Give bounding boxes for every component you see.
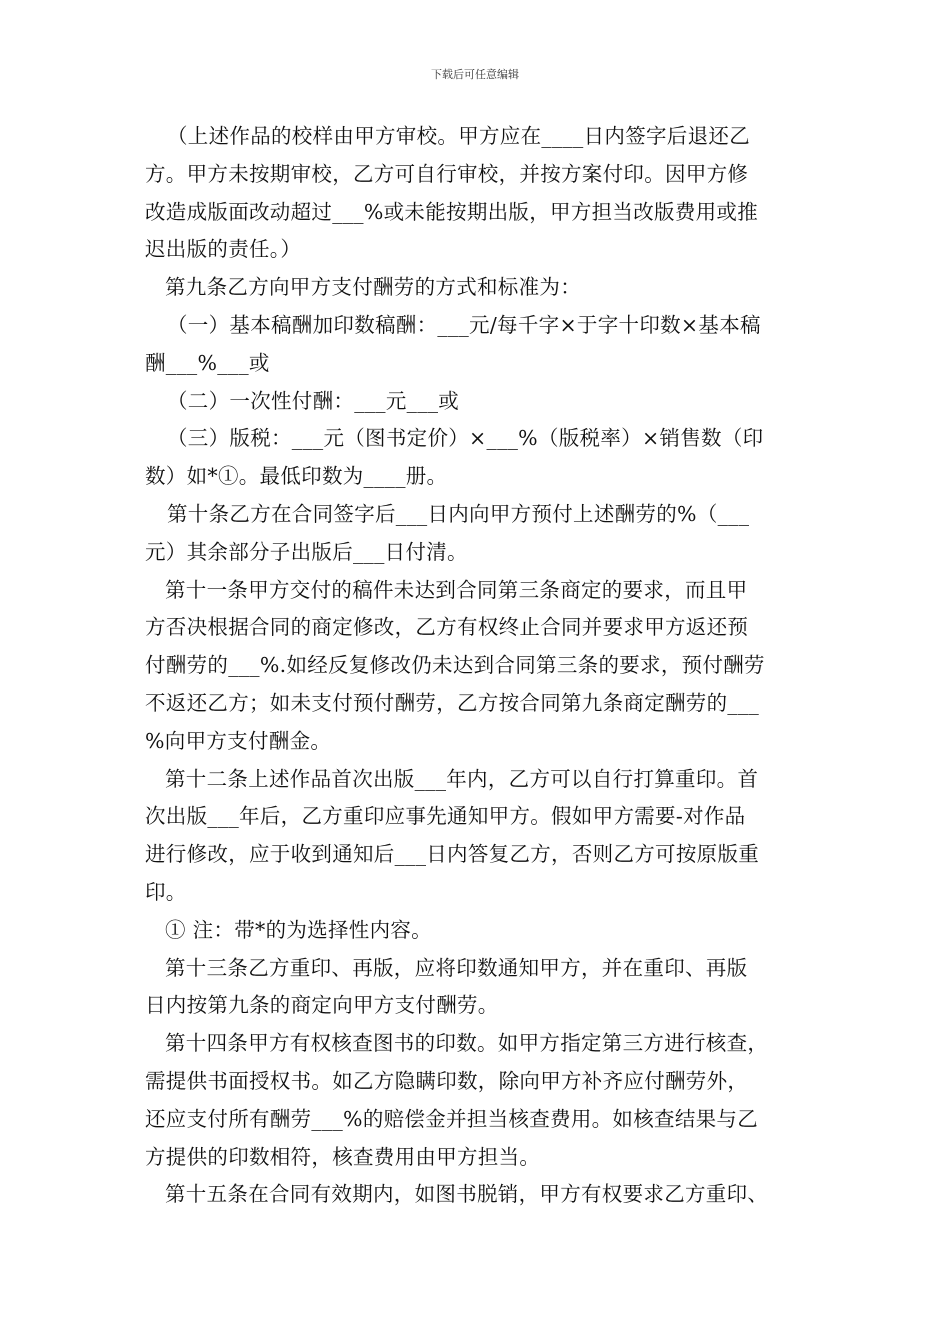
text-line: 还应支付所有酬劳___%的赔偿金并担当核查费用。如核查结果与乙	[145, 1106, 759, 1131]
document-body	[145, 118, 817, 1214]
text-line: （上述作品的校样由甲方审校。甲方应在____日内签字后退还乙	[167, 124, 750, 148]
text-line: 日内按第九条的商定向甲方支付酬劳。	[145, 993, 499, 1018]
text-line: 次出版___年后，乙方重印应事先通知甲方。假如甲方需要-对作品	[145, 804, 746, 829]
text-line: 第十二条上述作品首次出版___年内，乙方可以自行打算重印。首	[165, 766, 759, 791]
article-9-heading: 第九条乙方向甲方支付酬劳的方式和标准为：	[165, 275, 581, 300]
text-line: 印。	[145, 879, 187, 904]
text-line: 方否决根据合同的商定修改，乙方有权终止合同并要求甲方返还预	[145, 615, 749, 640]
text-line: 需提供书面授权书。如乙方隐瞒印数，除向甲方补齐应付酬劳外，	[145, 1068, 749, 1093]
text-line: （三）版税：___元（图书定价）×___%（版税率）×销售数（印	[167, 426, 764, 451]
page-header: 下载后可任意编辑	[431, 68, 519, 81]
text-line: （二）一次性付酬：___元___或	[167, 388, 460, 413]
text-line: 第十五条在合同有效期内，如图书脱销，甲方有权要求乙方重印、	[165, 1182, 769, 1207]
text-line: 迟出版的责任。）	[145, 237, 302, 262]
text-line: 进行修改，应于收到通知后___日内答复乙方，否则乙方可按原版重	[145, 842, 760, 867]
text-line: （一）基本稿酬加印数稿酬：___元/每千字×于字十印数×基本稿	[167, 312, 761, 337]
text-line: 酬___%___或	[145, 350, 270, 375]
text-line: 方提供的印数相符，核查费用由甲方担当。	[145, 1144, 541, 1169]
text-line: 不返还乙方；如未支付预付酬劳，乙方按合同第九条商定酬劳的___	[145, 690, 760, 715]
text-line: 第十三条乙方重印、再版，应将印数通知甲方，并在重印、再版	[165, 955, 748, 980]
footnote: ① 注：带*的为选择性内容。	[165, 917, 432, 942]
text-line: 第十四条甲方有权核查图书的印数。如甲方指定第三方进行核查，	[165, 1031, 769, 1056]
text-line: 方。甲方未按期审校，乙方可自行审校，并按方案付印。因甲方修	[145, 161, 749, 186]
text-line: 改造成版面改动超过___%或未能按期出版，甲方担当改版费用或推	[145, 199, 759, 224]
text-line: 付酬劳的___%.如经反复修改仍未达到合同第三条的要求，预付酬劳	[145, 653, 765, 678]
text-line: 第十一条甲方交付的稿件未达到合同第三条商定的要求，而且甲	[165, 577, 748, 602]
text-line: 第十条乙方在合同签字后___日内向甲方预付上述酬劳的%（___	[167, 501, 750, 526]
text-line: 元）其余部分子出版后___日付清。	[145, 539, 468, 564]
text-line: %向甲方支付酬金。	[145, 728, 332, 753]
text-line: 数）如*①。最低印数为____册。	[145, 464, 448, 489]
